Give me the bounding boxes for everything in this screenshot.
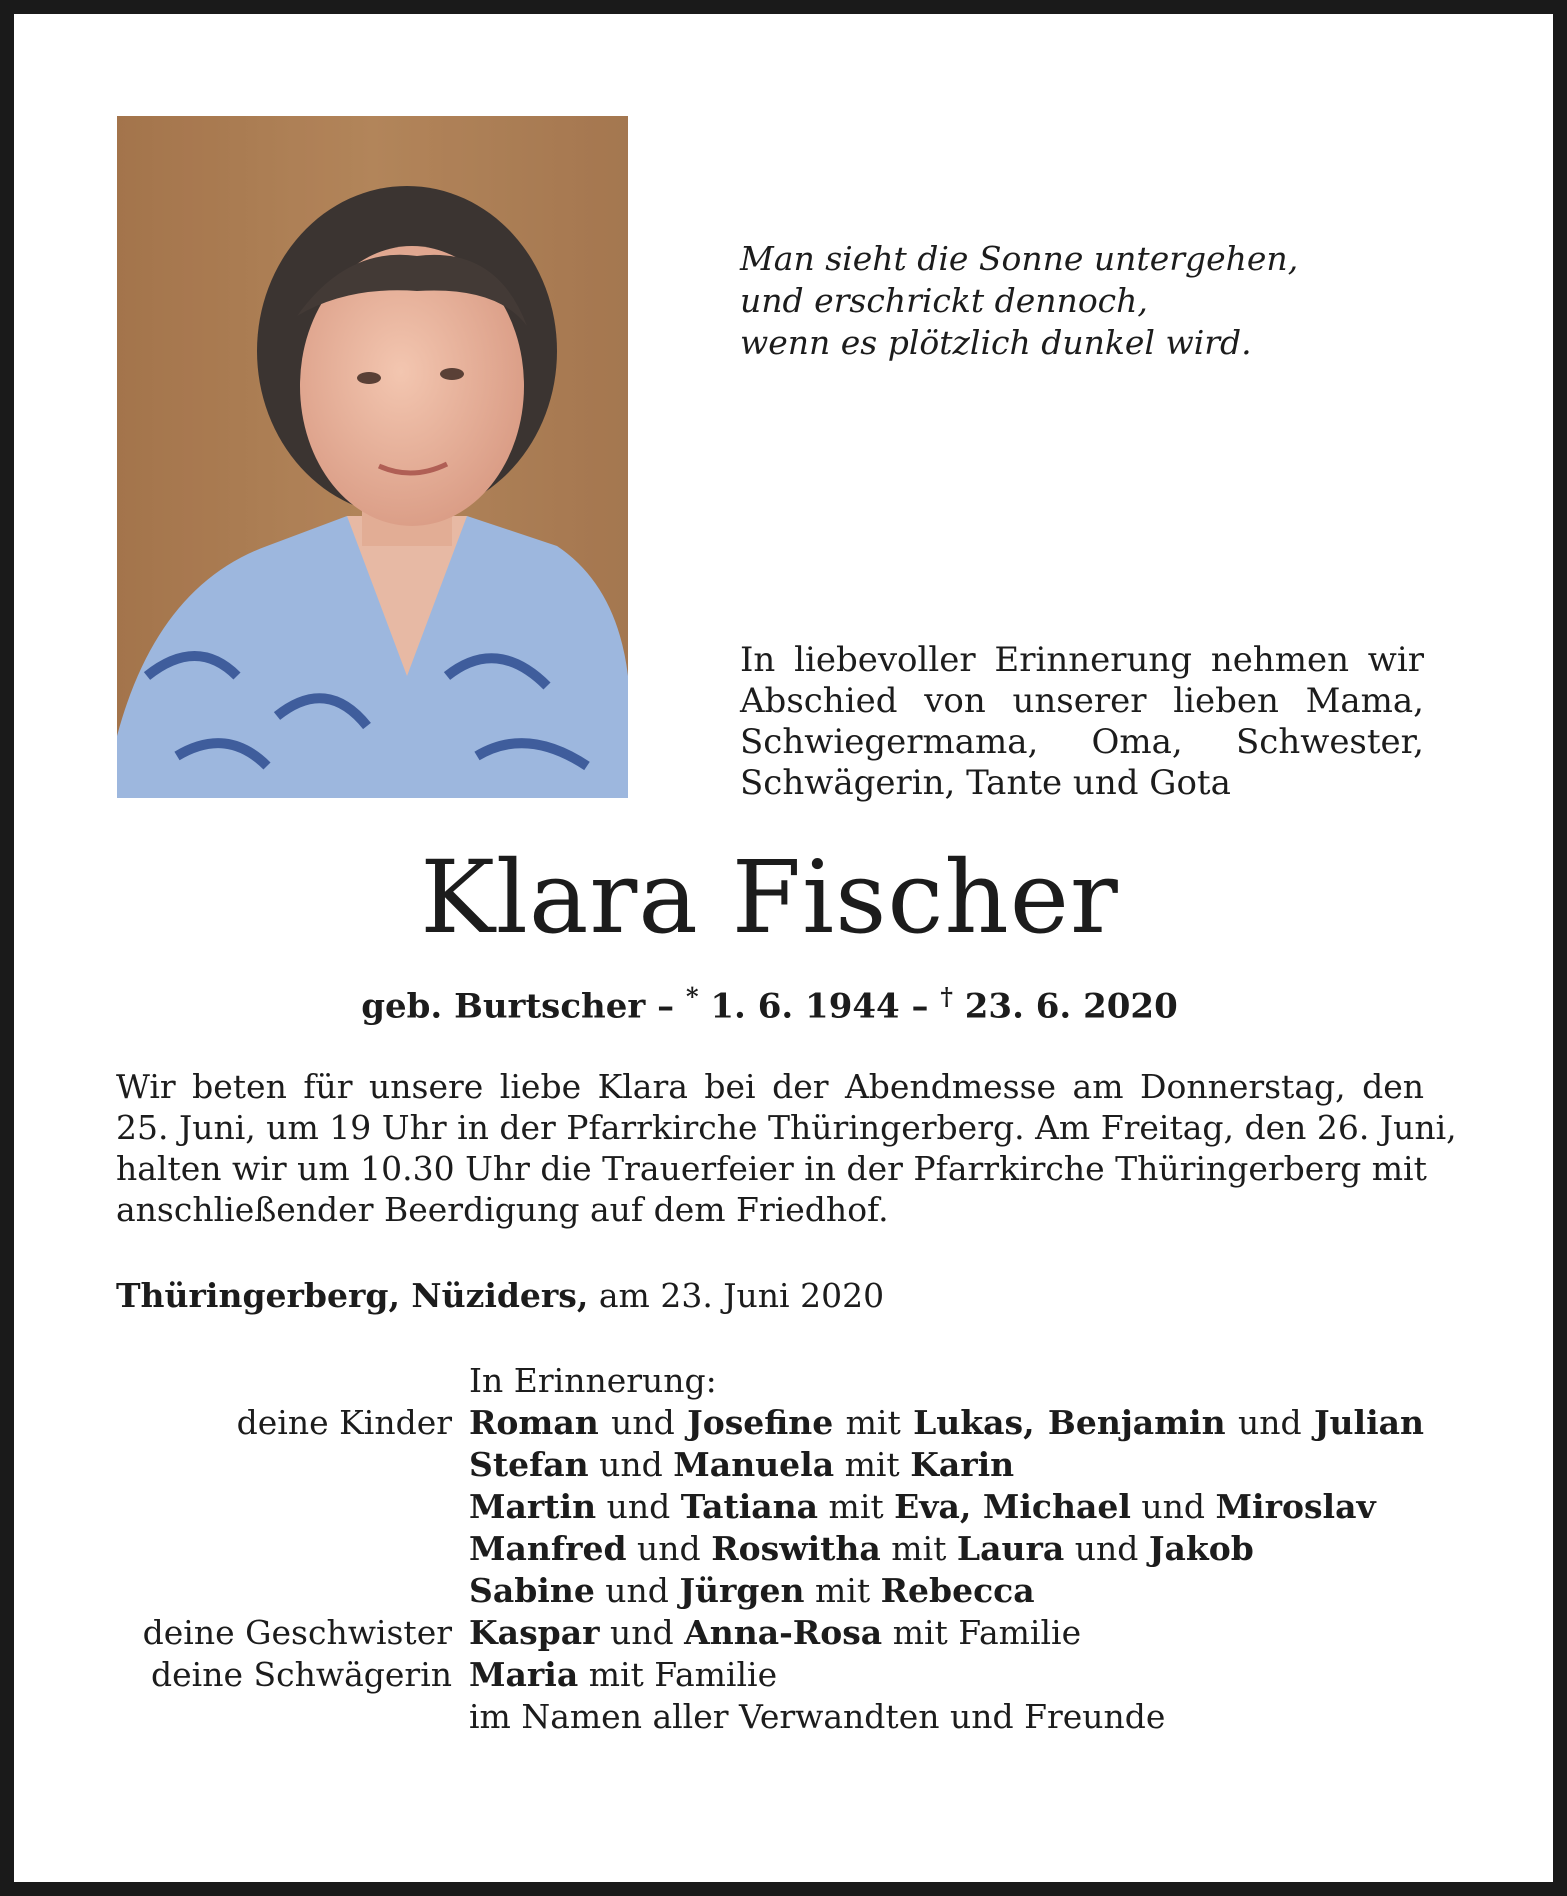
places: Thüringerberg, Nüziders, [116,1276,589,1315]
family-line: Maria mit Familie [469,1655,778,1694]
portrait-image [117,116,628,798]
relation-label: deine Schwägerin [151,1655,452,1694]
family-line: Stefan und Manuela mit Karin [469,1445,1015,1484]
deceased-name: Klara Fischer [420,839,1119,956]
family-line: Kaspar und Anna-Rosa mit Familie [469,1613,1082,1652]
separator: – [899,986,941,1027]
portrait-photo [117,116,628,798]
farewell-intro [740,640,1424,804]
life-dates [0,982,1539,1026]
intro-line: Abschied von unserer lieben Mama, [740,681,1424,721]
separator: – [645,986,686,1027]
announcement-date: am 23. Juni 2020 [588,1276,885,1315]
service-line: halten wir um 10.30 Uhr die Trauerfeier in der Pfarrkirche Thüringerberg mit [116,1149,1427,1188]
service-line: anschließender Beerdigung auf dem Friedhof. [116,1190,889,1229]
relation-label: deine Kinder [236,1403,452,1442]
intro-line: Schwiegermama, Oma, Schwester, [740,722,1424,762]
relation-label: deine Geschwister [142,1613,452,1652]
closing-line: im Namen aller Verwandten und Freunde [469,1697,1166,1736]
mourners-list [116,1360,1424,1738]
service-announcement [116,1066,1457,1230]
death-date: 23. 6. 2020 [952,986,1178,1027]
birth-date: 1. 6. 1944 [698,986,900,1027]
intro-line: In liebevoller Erinnerung nehmen wir [740,640,1424,680]
service-line: Wir beten für unsere liebe Klara bei der Abendmesse am Donnerstag, den [116,1067,1424,1106]
poem-line: wenn es plötzlich dunkel wird. [740,323,1252,362]
intro-line: Schwägerin, Tante und Gota [740,763,1231,803]
died-mark: † [940,982,953,1011]
poem-line: Man sieht die Sonne untergehen, [740,239,1299,278]
poem-quote [740,238,1340,364]
place-date [116,1276,884,1315]
family-line: Sabine und Jürgen mit Rebecca [469,1571,1035,1610]
born-mark: * [685,982,699,1011]
family-line: Roman und Josefine mit Lukas, Benjamin und Julian [469,1403,1424,1442]
family-line: Manfred und Roswitha mit Laura und Jakob [469,1529,1254,1568]
memory-heading: In Erinnerung: [469,1361,717,1400]
family-line: Martin und Tatiana mit Eva, Michael und Miroslav [469,1487,1376,1526]
birth-name: geb. Burtscher [361,986,646,1027]
service-line: 25. Juni, um 19 Uhr in der Pfarrkirche Thüringerberg. Am Freitag, den 26. Juni, [116,1108,1457,1147]
poem-line: und erschrickt dennoch, [740,281,1148,320]
